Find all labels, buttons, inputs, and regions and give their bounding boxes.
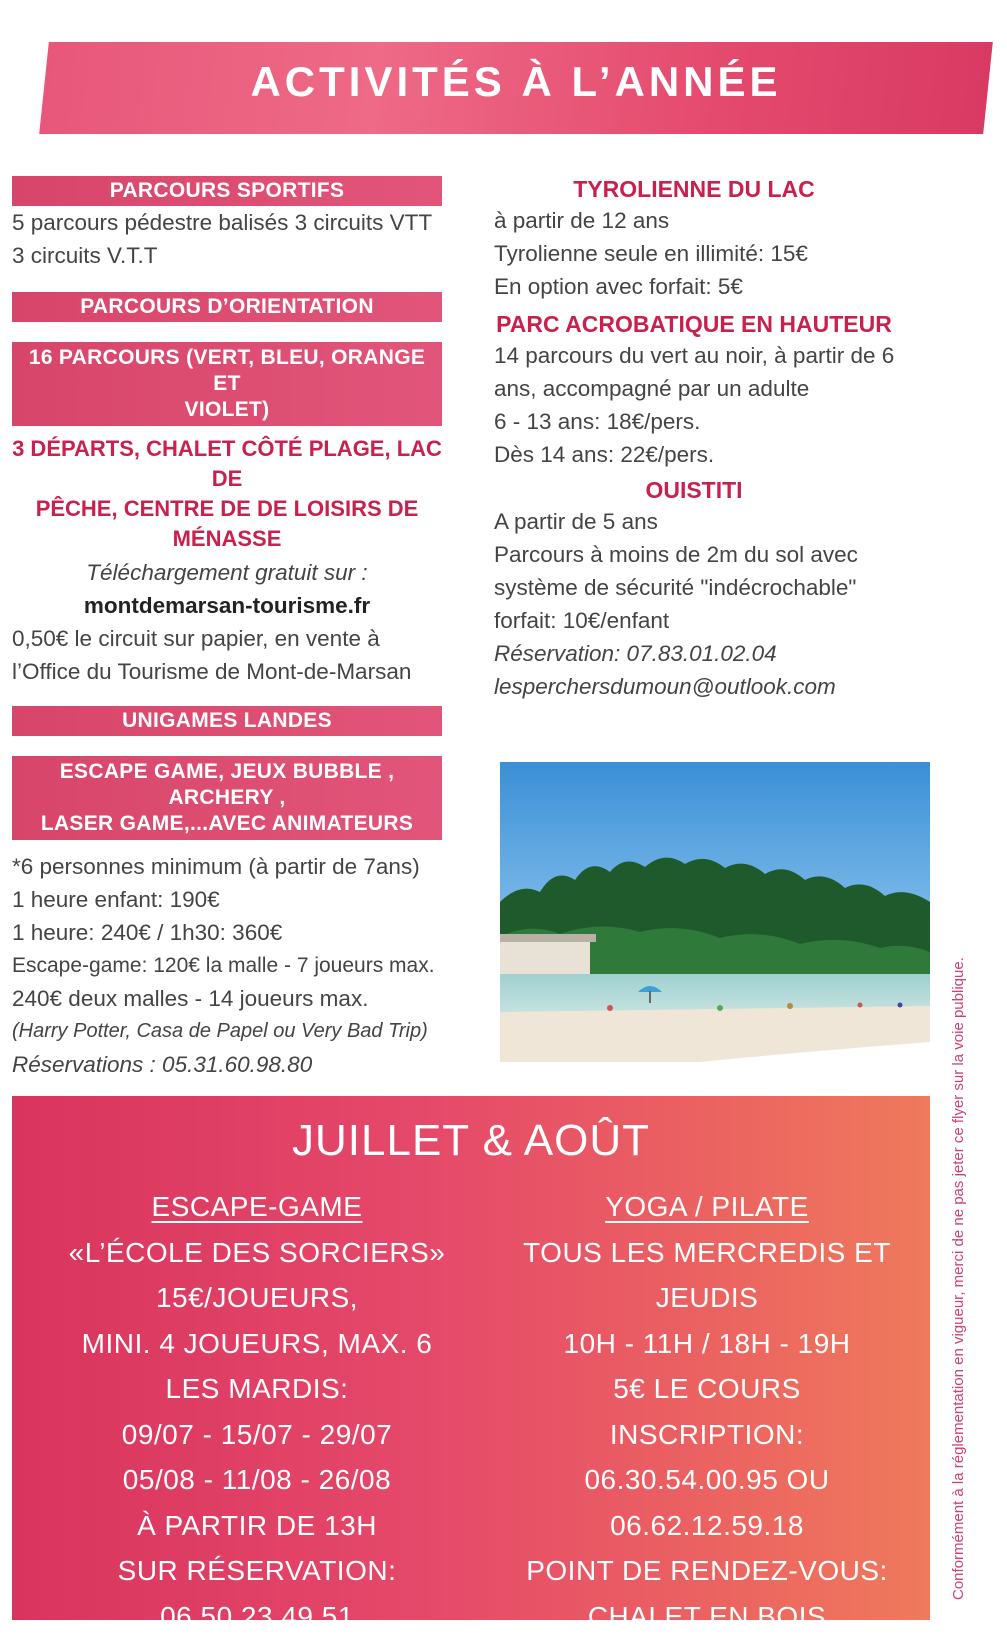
unigames-reservations: Réservations : 05.31.60.98.80 bbox=[12, 1052, 313, 1077]
parc-line-3: 6 - 13 ans: 18€/pers. bbox=[494, 409, 701, 434]
ouistiti-line-3: système de sécurité "indécrochable" bbox=[494, 575, 857, 600]
side-legal-note: Conformément à la réglementation en vigueur, merci de ne pas jeter ce flyer sur la voie publique. bbox=[950, 957, 967, 1600]
summer-section bbox=[12, 1096, 930, 1632]
escape-line-8: SUR RÉSERVATION: 06.50.23.49.51 bbox=[117, 1555, 397, 1632]
ouistiti-reservation: Réservation: 07.83.01.02.04 bbox=[494, 641, 777, 666]
lake-photo bbox=[500, 762, 930, 1078]
ouistiti-line-2: Parcours à moins de 2m du sol avec bbox=[494, 542, 858, 567]
right-column bbox=[494, 174, 924, 703]
orientation-heading: PARCOURS D’ORIENTATION bbox=[12, 292, 442, 322]
ouistiti-line-4: forfait: 10€/enfant bbox=[494, 608, 670, 633]
tyrolienne-line-1: à partir de 12 ans bbox=[494, 208, 670, 233]
escape-line-7: À PARTIR DE 13H bbox=[137, 1509, 377, 1541]
orientation-departures-line-2: PÊCHE, CENTRE DE DE LOISIRS DE MÉNASSE bbox=[35, 496, 419, 551]
download-label: Téléchargement gratuit sur : bbox=[86, 560, 368, 585]
yoga-line-4: INSCRIPTION: bbox=[609, 1418, 805, 1450]
parcours-sportifs-line-1: 5 parcours pédestre balisés 3 circuits VTT bbox=[12, 210, 433, 235]
tyrolienne-line-3: En option avec forfait: 5€ bbox=[494, 274, 743, 299]
unigames-subheading-line-2: LASER GAME,...AVEC ANIMATEURS bbox=[40, 812, 414, 835]
parc-line-1: 14 parcours du vert au noir, à partir de 6 bbox=[494, 343, 895, 368]
escape-line-5: 09/07 - 15/07 - 29/07 bbox=[121, 1418, 393, 1450]
ouistiti-heading: OUISTITI bbox=[645, 477, 743, 503]
escape-line-6: 05/08 - 11/08 - 26/08 bbox=[122, 1464, 392, 1495]
parc-heading: PARC ACROBATIQUE EN HAUTEUR bbox=[496, 311, 892, 337]
paper-price-line-2: l’Office du Tourisme de Mont-de-Marsan bbox=[12, 659, 412, 684]
unigames-subheading-line-1: ESCAPE GAME, JEUX BUBBLE , ARCHERY , bbox=[59, 760, 395, 809]
parcours-sportifs-heading: PARCOURS SPORTIFS bbox=[12, 176, 442, 206]
unigames-subheading bbox=[12, 756, 442, 840]
unigames-line-5: 240€ deux malles - 14 joueurs max. bbox=[12, 986, 369, 1011]
unigames-line-3: 1 heure: 240€ / 1h30: 360€ bbox=[12, 920, 283, 945]
ouistiti-email[interactable]: lesperchersdumoun@outlook.com bbox=[494, 674, 836, 699]
website-link[interactable]: montdemarsan-tourisme.fr bbox=[83, 593, 371, 618]
yoga-line-3: 5€ LE COURS bbox=[613, 1373, 801, 1404]
orientation-subheading-line-2: VIOLET) bbox=[184, 398, 270, 421]
escape-game-column bbox=[22, 1184, 492, 1639]
yoga-line-7: CHALET EN BOIS bbox=[587, 1600, 827, 1632]
escape-line-4: LES MARDIS: bbox=[165, 1373, 349, 1404]
orientation-subheading bbox=[12, 342, 442, 426]
yoga-heading: YOGA / PILATE bbox=[605, 1191, 809, 1222]
parcours-sportifs-line-2: 3 circuits V.T.T bbox=[12, 243, 158, 268]
paper-price-line-1: 0,50€ le circuit sur papier, en vente à bbox=[12, 626, 380, 651]
escape-game-heading: ESCAPE-GAME bbox=[151, 1191, 363, 1222]
left-column bbox=[12, 176, 442, 1081]
yoga-column bbox=[492, 1184, 922, 1639]
parc-line-4: Dès 14 ans: 22€/pers. bbox=[494, 442, 715, 467]
page-title: ACTIVITÉS À L’ANNÉE bbox=[250, 58, 782, 105]
unigames-heading: UNIGAMES LANDES bbox=[12, 706, 442, 736]
unigames-line-1: *6 personnes minimum (à partir de 7ans) bbox=[12, 854, 420, 879]
ouistiti-line-1: A partir de 5 ans bbox=[494, 509, 658, 534]
yoga-line-2: 10H - 11H / 18H - 19H bbox=[563, 1327, 851, 1359]
unigames-line-2: 1 heure enfant: 190€ bbox=[12, 887, 220, 912]
orientation-subheading-line-1: 16 PARCOURS (VERT, BLEU, ORANGE ET bbox=[28, 346, 426, 395]
yoga-line-1: TOUS LES MERCREDIS ET JEUDIS bbox=[523, 1236, 891, 1313]
parc-line-2: ans, accompagné par un adulte bbox=[494, 376, 810, 401]
yoga-line-6: POINT DE RENDEZ-VOUS: bbox=[526, 1555, 888, 1586]
summer-title: JUILLET & AOÛT bbox=[292, 1116, 650, 1165]
escape-line-2: 15€/JOUEURS, bbox=[155, 1282, 359, 1313]
orientation-departures-line-1: 3 DÉPARTS, CHALET CÔTÉ PLAGE, LAC DE bbox=[12, 436, 442, 491]
unigames-themes: (Harry Potter, Casa de Papel ou Very Bad Trip) bbox=[12, 1020, 428, 1042]
unigames-line-4: Escape-game: 120€ la malle - 7 joueurs max. bbox=[12, 954, 435, 977]
escape-line-3: MINI. 4 JOUEURS, MAX. 6 bbox=[81, 1327, 433, 1359]
yoga-line-5: 06.30.54.00.95 OU 06.62.12.59.18 bbox=[584, 1464, 830, 1541]
tyrolienne-heading: TYROLIENNE DU LAC bbox=[573, 176, 815, 202]
escape-line-1: «L’ÉCOLE DES SORCIERS» bbox=[68, 1236, 446, 1268]
tyrolienne-line-2: Tyrolienne seule en illimité: 15€ bbox=[494, 241, 808, 266]
